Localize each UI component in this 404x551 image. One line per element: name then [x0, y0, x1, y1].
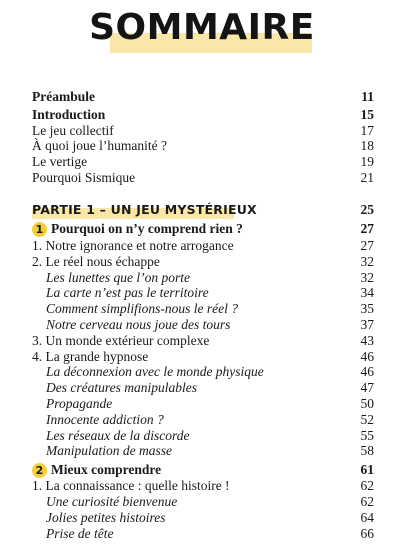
toc-entry-label: Des créatures manipulables [46, 380, 197, 395]
toc-entry[interactable] [32, 285, 374, 301]
toc-entry-label: Comment simplifions-nous le réel ? [46, 301, 238, 316]
toc-entry-preambule[interactable] [32, 89, 374, 105]
toc-entry[interactable] [32, 428, 374, 444]
toc-entry[interactable] [32, 443, 374, 459]
toc-entry-page: 55 [360, 428, 374, 443]
toc-entry-page: 50 [360, 396, 374, 411]
toc-entry[interactable] [32, 478, 374, 494]
toc-entry-label: 3. Un monde extérieur complexe [32, 333, 210, 348]
toc-entry[interactable] [32, 301, 374, 317]
toc-entry-label: Les réseaux de la discorde [46, 428, 190, 443]
toc-entry-page: 34 [360, 285, 374, 300]
chapter-title: Mieux comprendre [51, 462, 162, 477]
toc-entry-page: 62 [360, 494, 374, 509]
toc-part-1[interactable] [32, 202, 374, 218]
toc-entry-page: 46 [360, 364, 374, 379]
toc-entry[interactable] [32, 238, 374, 254]
toc-entry-page: 19 [360, 154, 374, 169]
toc-entry-label: Le vertige [32, 154, 88, 169]
toc-entry[interactable] [32, 526, 374, 542]
page-title: SOMMAIRE [89, 7, 315, 48]
toc-entry[interactable] [32, 349, 374, 365]
toc-entry-page: 32 [360, 270, 374, 285]
toc-entry-page: 64 [360, 510, 374, 525]
toc-entry[interactable] [32, 317, 374, 333]
toc-entry-label: 1. Notre ignorance et notre arrogance [32, 238, 234, 253]
toc-entry[interactable] [32, 412, 374, 428]
toc-entry-page: 58 [360, 443, 374, 458]
chapter-number-badge: 1 [32, 222, 47, 237]
toc-entry-label: Propagande [46, 396, 113, 411]
toc-entry-label: Une curiosité bienvenue [46, 494, 178, 509]
toc-entry-label: Manipulation de masse [46, 443, 172, 458]
toc-entry[interactable] [32, 254, 374, 270]
toc-entry-label: La déconnexion avec le monde physique [46, 364, 264, 379]
toc-entry[interactable] [32, 494, 374, 510]
toc-entry-page: 21 [360, 170, 374, 185]
toc-entry-page: 15 [360, 107, 374, 122]
toc-entry-page: 43 [360, 333, 374, 348]
toc-entry-label: Préambule [32, 89, 95, 104]
toc-entry-page: 17 [360, 123, 374, 138]
toc-entry-page: 62 [360, 478, 374, 493]
part-title: PARTIE 1 – UN JEU MYSTÉRIEUX [32, 202, 257, 217]
toc-entry-label: 4. La grande hypnose [32, 349, 149, 364]
toc-entry-introduction[interactable] [32, 107, 374, 123]
toc-entry-page: 25 [360, 202, 374, 217]
toc-entry-page: 27 [360, 221, 374, 236]
toc-chapter-2[interactable] [32, 462, 374, 478]
toc-entry-label: 2. Le réel nous échappe [32, 254, 160, 269]
toc-entry[interactable] [32, 123, 374, 139]
toc-entry[interactable] [32, 333, 374, 349]
toc-entry-label: La carte n’est pas le territoire [46, 285, 209, 300]
toc-entry-label: Prise de tête [46, 526, 114, 541]
toc-entry-label: 1. La connaissance : quelle histoire ! [32, 478, 230, 493]
toc-entry-label: Introduction [32, 107, 106, 122]
toc-entry-label: À quoi joue l’humanité ? [32, 138, 167, 153]
toc-entry[interactable] [32, 396, 374, 412]
toc-entry-page: 35 [360, 301, 374, 316]
toc-entry-page: 18 [360, 138, 374, 153]
toc-entry[interactable] [32, 270, 374, 286]
toc-entry[interactable] [32, 364, 374, 380]
toc-chapter-1[interactable] [32, 221, 374, 237]
toc-entry-page: 66 [360, 526, 374, 541]
toc-entry-label: Le jeu collectif [32, 123, 114, 138]
toc-entry-label: Innocente addiction ? [46, 412, 164, 427]
toc-entry-page: 11 [361, 89, 374, 104]
toc-entry-page: 47 [360, 380, 374, 395]
toc-entry-label: Jolies petites histoires [46, 510, 166, 525]
toc-entry-label: Notre cerveau nous joue des tours [46, 317, 231, 332]
toc-entry[interactable] [32, 380, 374, 396]
chapter-number-badge: 2 [32, 463, 47, 478]
toc-entry[interactable] [32, 510, 374, 526]
toc-entry[interactable] [32, 154, 374, 170]
toc-entry[interactable] [32, 170, 374, 186]
toc-entry-label: Les lunettes que l’on porte [46, 270, 190, 285]
toc-entry-page: 27 [360, 238, 374, 253]
chapter-title: Pourquoi on n’y comprend rien ? [51, 221, 243, 236]
toc-entry-page: 37 [360, 317, 374, 332]
toc-entry-label: Pourquoi Sismique [32, 170, 136, 185]
toc-entry[interactable] [32, 138, 374, 154]
toc-entry-page: 46 [360, 349, 374, 364]
toc-entry-page: 32 [360, 254, 374, 269]
toc-entry-page: 61 [360, 462, 374, 477]
toc-entry-page: 52 [360, 412, 374, 427]
